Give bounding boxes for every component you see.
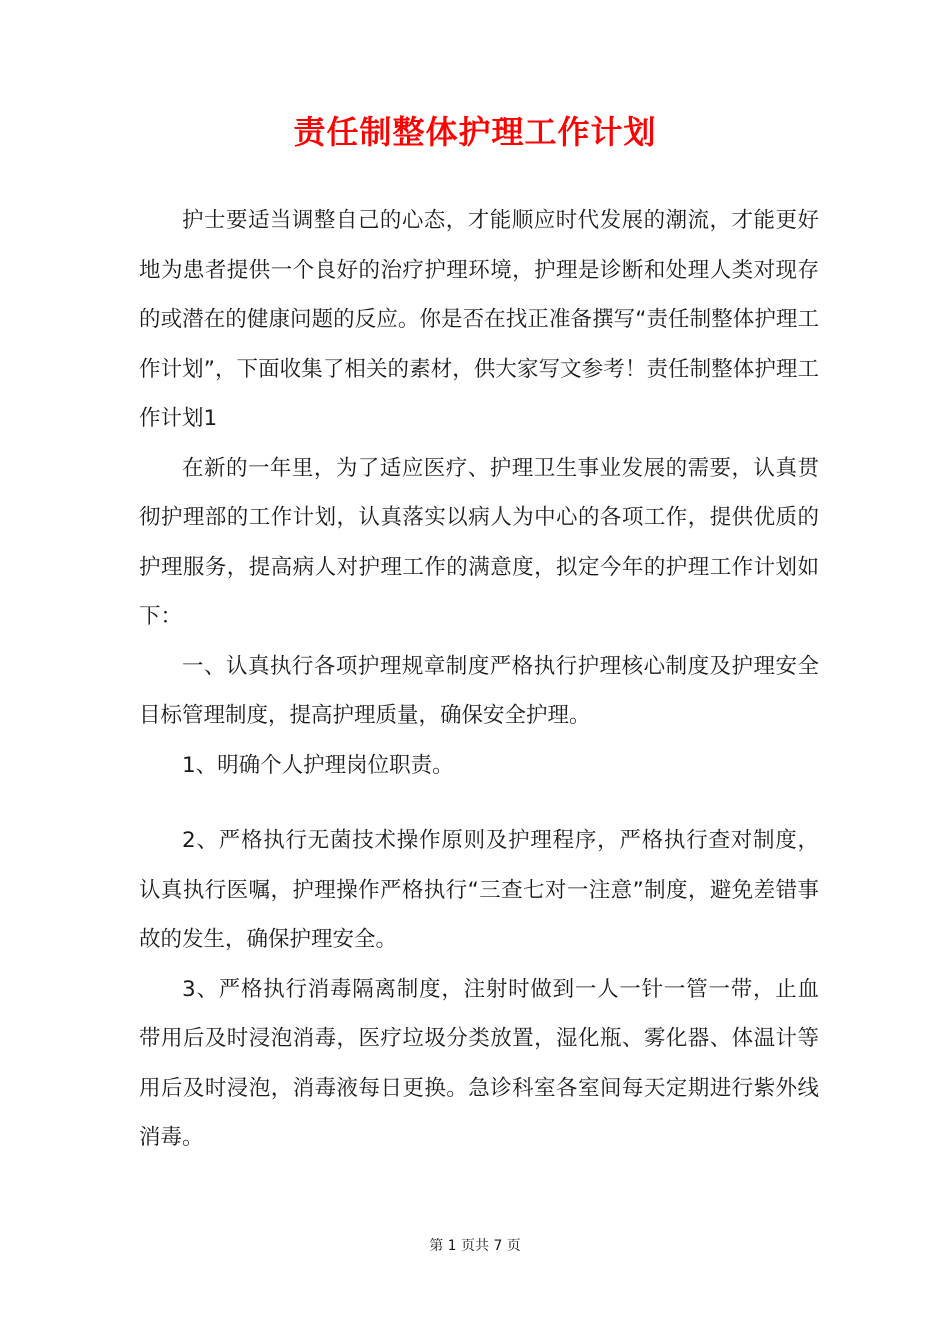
page-number-footer: 第 1 页共 7 页	[429, 1238, 521, 1254]
paragraph-item-3: 3、严格执行消毒隔离制度，注射时做到一人一针一管一带，止血带用后及时浸泡消毒，医疗垃圾分类放置，湿化瓶、雾化器、体温计等用后及时浸泡，消毒液每日更换。急诊科室各室间每天定期进行紫外线消毒。	[139, 976, 819, 1150]
paragraph-section-one: 一、认真执行各项护理规章制度严格执行护理核心制度及护理安全目标管理制度，提高护理质量，确保安全护理。	[139, 653, 819, 728]
paragraph-item-2: 2、严格执行无菌技术操作原则及护理程序，严格执行查对制度，认真执行医嘱，护理操作严格执行“三查七对一注意”制度，避免差错事故的发生，确保护理安全。	[139, 828, 819, 952]
paragraph-intro: 护士要适当调整自己的心态，才能顺应时代发展的潮流，才能更好地为患者提供一个良好的治疗护理环境，护理是诊断和处理人类对现存的或潜在的健康问题的反应。你是否在找正准备撰写“责任制整体护理工作计划”，下面收集了相关的素材，供大家写文参考！责任制整体护理工作计划1	[139, 208, 819, 431]
paragraph-item-1: 1、明确个人护理岗位职责。	[182, 752, 454, 778]
paragraph-plan-overview: 在新的一年里，为了适应医疗、护理卫生事业发展的需要，认真贯彻护理部的工作计划，认真落实以病人为中心的各项工作，提供优质的护理服务，提高病人对护理工作的满意度，拟定今年的护理工作计划如下：	[139, 455, 819, 629]
document-title: 责任制整体护理工作计划	[293, 113, 657, 151]
document-body	[139, 196, 819, 1163]
